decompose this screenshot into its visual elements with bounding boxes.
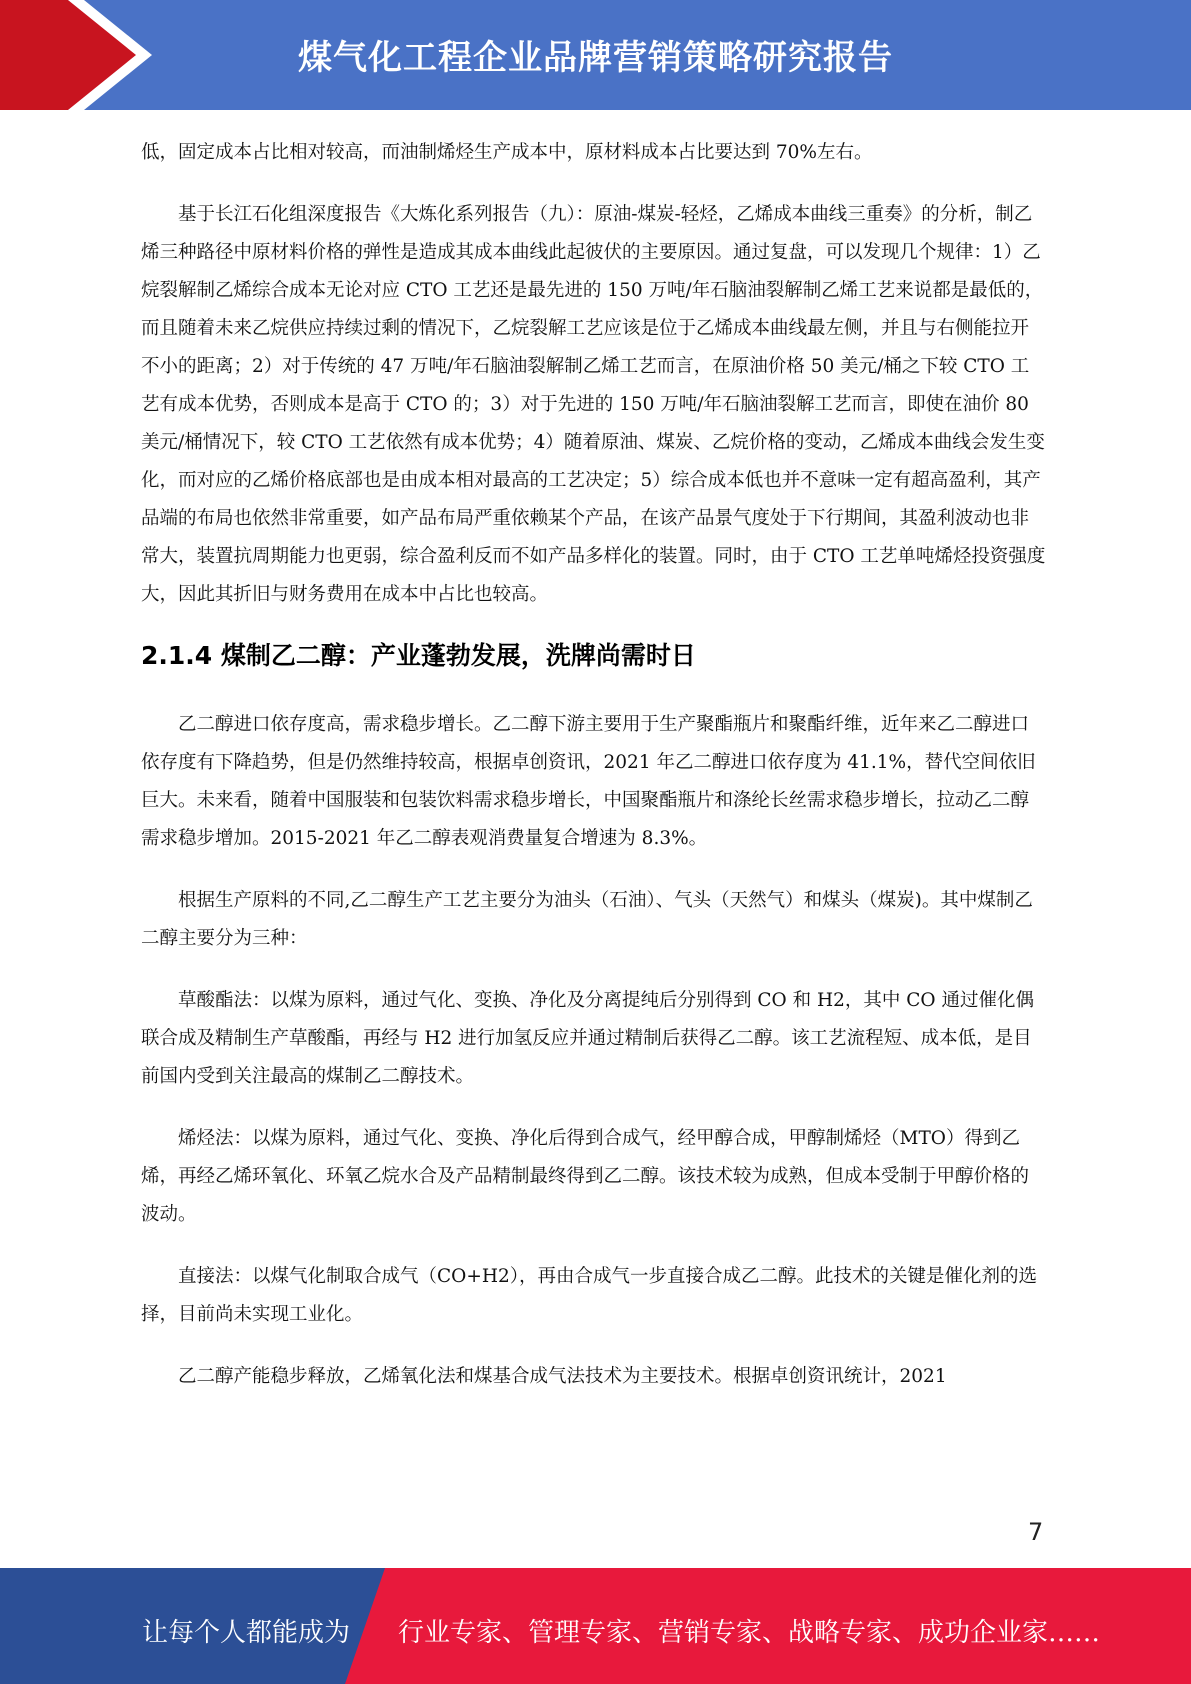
paragraph: 草酸酯法：以煤为原料，通过气化、变换、净化及分离提纯后分别得到 CO 和 H2，其中 CO 通过催化偶联合成及精制生产草酸酯，再经与 H2 进行加氢反应并通过精制后获得乙二醇。该工艺流程短、成本低，是目前国内受到关注最高的煤制乙二醇技术。 bbox=[141, 990, 1034, 1087]
paragraph: 低，固定成本占比相对较高，而油制烯烃生产成本中，原材料成本占比要达到 70%左右。 bbox=[141, 142, 873, 163]
report-title: 煤气化工程企业品牌营销策略研究报告 bbox=[298, 38, 893, 78]
page-footer bbox=[0, 1568, 1191, 1684]
footer-slogan-right: 行业专家、管理专家、营销专家、战略专家、成功企业家…… bbox=[398, 1618, 1101, 1648]
footer-slogan-left: 让每个人都能成为 bbox=[142, 1618, 351, 1648]
page-header bbox=[0, 0, 1191, 110]
paragraph: 乙二醇产能稳步释放，乙烯氧化法和煤基合成气法技术为主要技术。根据卓创资讯统计，2021 bbox=[178, 1366, 947, 1387]
paragraph: 根据生产原料的不同,乙二醇生产工艺主要分为油头（石油）、气头（天然气）和煤头（煤炭)。其中煤制乙二醇主要分为三种： bbox=[141, 890, 1033, 949]
paragraph: 烯烃法：以煤为原料，通过气化、变换、净化后得到合成气，经甲醇合成，甲醇制烯烃（MTO）得到乙烯，再经乙烯环氧化、环氧乙烷水合及产品精制最终得到乙二醇。该技术较为成熟，但成本受制于甲醇价格的波动。 bbox=[141, 1128, 1030, 1225]
main-content bbox=[141, 134, 1046, 1396]
paragraph: 乙二醇进口依存度高，需求稳步增长。乙二醇下游主要用于生产聚酯瓶片和聚酯纤维，近年来乙二醇进口依存度有下降趋势，但是仍然维持较高，根据卓创资讯，2021 年乙二醇进口依存度为 41.1%，替代空间依旧巨大。未来看，随着中国服装和包装饮料需求稳步增长，中国聚酯瓶片和涤纶长丝需求稳步增长，拉动乙二醇需求稳步增加。2015-2021 年乙二醇表观消费量复合增速为 8.3%。 bbox=[141, 714, 1036, 849]
paragraph: 基于长江石化组深度报告《大炼化系列报告（九）：原油-煤炭-轻烃，乙烯成本曲线三重奏》的分析，制乙烯三种路径中原材料价格的弹性是造成其成本曲线此起彼伏的主要原因。通过复盘，可以发现几个规律：1）乙烷裂解制乙烯综合成本无论对应 CTO 工艺还是最先进的 150 万吨/年石脑油裂解制乙烯工艺来说都是最低的，而且随着未来乙烷供应持续过剩的情况下，乙烷裂解工艺应该是位于乙烯成本曲线最左侧，并且与右侧能拉开不小的距离；2）对于传统的 47 万吨/年石脑油裂解制乙烯工艺而言，在原油价格 50 美元/桶之下较 CTO 工艺有成本优势，否则成本是高于 CTO 的；3）对于先进的 150 万吨/年石脑油裂解工艺而言，即使在油价 80 美元/桶情况下，较 CTO 工艺依然有成本优势；4）随着原油、煤炭、乙烷价格的变动，乙烯成本曲线会发生变化，而对应的乙烯价格底部也是由成本相对最高的工艺决定；5）综合成本低也并不意味一定有超高盈利，其产品端的布局也依然非常重要，如产品布局严重依赖某个产品，在该产品景气度处于下行期间，其盈利波动也非常大，装置抗周期能力也更弱，综合盈利反而不如产品多样化的装置。同时，由于 CTO 工艺单吨烯烃投资强度大，因此其折旧与财务费用在成本中占比也较高。 bbox=[141, 204, 1046, 605]
section-heading: 2.1.4 煤制乙二醇：产业蓬勃发展，洗牌尚需时日 bbox=[141, 641, 696, 670]
page-number: 7 bbox=[1028, 1518, 1044, 1546]
paragraph: 直接法：以煤气化制取合成气（CO+H2），再由合成气一步直接合成乙二醇。此技术的关键是催化剂的选择，目前尚未实现工业化。 bbox=[141, 1266, 1037, 1325]
